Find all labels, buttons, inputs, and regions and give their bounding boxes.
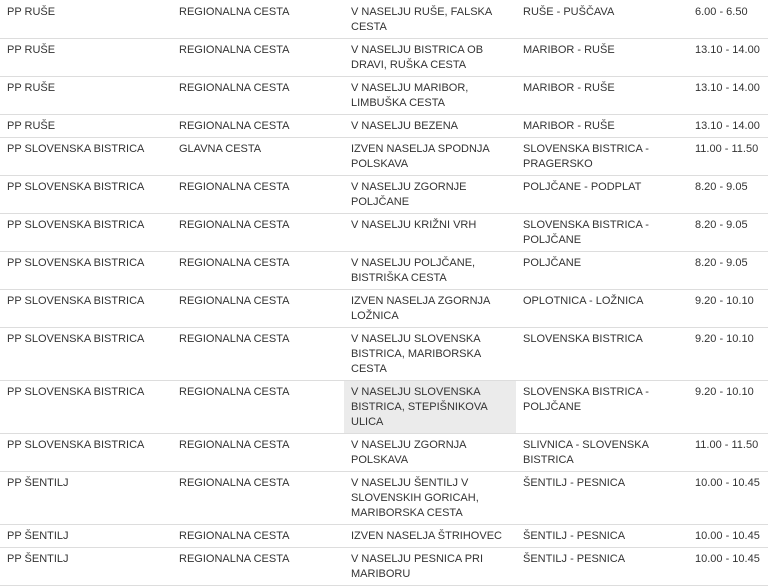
cell-road: REGIONALNA CESTA xyxy=(172,525,344,548)
cell-location: V NASELJU KRIŽNI VRH xyxy=(344,214,516,252)
table-row xyxy=(0,252,768,290)
cell-road: REGIONALNA CESTA xyxy=(172,290,344,328)
cell-location: V NASELJU SLOVENSKA BISTRICA, STEPIŠNIKOVA ULICA xyxy=(344,381,516,434)
cell-section: SLOVENSKA BISTRICA - PRAGERSKO xyxy=(516,138,688,176)
cell-location: IZVEN NASELJA ZGORNJA LOŽNICA xyxy=(344,290,516,328)
cell-road: REGIONALNA CESTA xyxy=(172,176,344,214)
cell-time: 9.20 - 10.10 xyxy=(688,381,768,434)
table-row xyxy=(0,214,768,252)
cell-time: 11.00 - 11.50 xyxy=(688,434,768,472)
cell-station: PP SLOVENSKA BISTRICA xyxy=(0,214,172,252)
cell-station: PP ŠENTILJ xyxy=(0,472,172,525)
cell-time: 13.10 - 14.00 xyxy=(688,77,768,115)
cell-time: 8.20 - 9.05 xyxy=(688,252,768,290)
table-row xyxy=(0,548,768,586)
cell-location: V NASELJU BEZENA xyxy=(344,115,516,138)
cell-station: PP SLOVENSKA BISTRICA xyxy=(0,290,172,328)
cell-station: PP SLOVENSKA BISTRICA xyxy=(0,328,172,381)
table-row xyxy=(0,525,768,548)
cell-road: REGIONALNA CESTA xyxy=(172,548,344,586)
cell-time: 10.00 - 10.45 xyxy=(688,472,768,525)
cell-station: PP ŠENTILJ xyxy=(0,525,172,548)
table-row xyxy=(0,138,768,176)
table-row xyxy=(0,434,768,472)
cell-location: IZVEN NASELJA ŠTRIHOVEC xyxy=(344,525,516,548)
cell-section: MARIBOR - RUŠE xyxy=(516,115,688,138)
table-row xyxy=(0,381,768,434)
cell-location: V NASELJU ZGORNJA POLSKAVA xyxy=(344,434,516,472)
cell-section: ŠENTILJ - PESNICA xyxy=(516,525,688,548)
cell-section: ŠENTILJ - PESNICA xyxy=(516,472,688,525)
cell-location: V NASELJU POLJČANE, BISTRIŠKA CESTA xyxy=(344,252,516,290)
cell-road: REGIONALNA CESTA xyxy=(172,328,344,381)
table-row xyxy=(0,0,768,39)
table-row xyxy=(0,290,768,328)
cell-time: 8.20 - 9.05 xyxy=(688,176,768,214)
table-row xyxy=(0,328,768,381)
cell-section: SLIVNICA - SLOVENSKA BISTRICA xyxy=(516,434,688,472)
cell-location: V NASELJU PESNICA PRI MARIBORU xyxy=(344,548,516,586)
table-row xyxy=(0,115,768,138)
cell-road: REGIONALNA CESTA xyxy=(172,252,344,290)
cell-station: PP SLOVENSKA BISTRICA xyxy=(0,138,172,176)
cell-road: GLAVNA CESTA xyxy=(172,138,344,176)
cell-road: REGIONALNA CESTA xyxy=(172,77,344,115)
cell-road: REGIONALNA CESTA xyxy=(172,0,344,39)
cell-time: 8.20 - 9.05 xyxy=(688,214,768,252)
cell-section: POLJČANE - PODPLAT xyxy=(516,176,688,214)
cell-time: 11.00 - 11.50 xyxy=(688,138,768,176)
cell-station: PP RUŠE xyxy=(0,0,172,39)
cell-section: SLOVENSKA BISTRICA - POLJČANE xyxy=(516,381,688,434)
cell-time: 10.00 - 10.45 xyxy=(688,548,768,586)
cell-road: REGIONALNA CESTA xyxy=(172,434,344,472)
cell-location: IZVEN NASELJA SPODNJA POLSKAVA xyxy=(344,138,516,176)
table-row xyxy=(0,472,768,525)
cell-station: PP SLOVENSKA BISTRICA xyxy=(0,176,172,214)
cell-road: REGIONALNA CESTA xyxy=(172,472,344,525)
cell-section: MARIBOR - RUŠE xyxy=(516,77,688,115)
cell-station: PP SLOVENSKA BISTRICA xyxy=(0,434,172,472)
cell-station: PP ŠENTILJ xyxy=(0,548,172,586)
cell-time: 13.10 - 14.00 xyxy=(688,39,768,77)
table-row xyxy=(0,39,768,77)
cell-station: PP RUŠE xyxy=(0,77,172,115)
cell-station: PP RUŠE xyxy=(0,115,172,138)
cell-section: OPLOTNICA - LOŽNICA xyxy=(516,290,688,328)
cell-time: 9.20 - 10.10 xyxy=(688,328,768,381)
cell-time: 6.00 - 6.50 xyxy=(688,0,768,39)
cell-station: PP SLOVENSKA BISTRICA xyxy=(0,252,172,290)
cell-location: V NASELJU ZGORNJE POLJČANE xyxy=(344,176,516,214)
cell-time: 9.20 - 10.10 xyxy=(688,290,768,328)
cell-road: REGIONALNA CESTA xyxy=(172,214,344,252)
cell-section: SLOVENSKA BISTRICA - POLJČANE xyxy=(516,214,688,252)
cell-road: REGIONALNA CESTA xyxy=(172,381,344,434)
cell-location: V NASELJU SLOVENSKA BISTRICA, MARIBORSKA CESTA xyxy=(344,328,516,381)
cell-location: V NASELJU BISTRICA OB DRAVI, RUŠKA CESTA xyxy=(344,39,516,77)
cell-road: REGIONALNA CESTA xyxy=(172,115,344,138)
cell-location: V NASELJU MARIBOR, LIMBUŠKA CESTA xyxy=(344,77,516,115)
cell-section: SLOVENSKA BISTRICA xyxy=(516,328,688,381)
cell-location: V NASELJU RUŠE, FALSKA CESTA xyxy=(344,0,516,39)
cell-road: REGIONALNA CESTA xyxy=(172,39,344,77)
cell-time: 10.00 - 10.45 xyxy=(688,525,768,548)
cell-section: RUŠE - PUŠČAVA xyxy=(516,0,688,39)
table-row xyxy=(0,77,768,115)
cell-station: PP RUŠE xyxy=(0,39,172,77)
cell-location: V NASELJU ŠENTILJ V SLOVENSKIH GORICAH, MARIBORSKA CESTA xyxy=(344,472,516,525)
table-row xyxy=(0,176,768,214)
cell-section: MARIBOR - RUŠE xyxy=(516,39,688,77)
cell-section: POLJČANE xyxy=(516,252,688,290)
cell-station: PP SLOVENSKA BISTRICA xyxy=(0,381,172,434)
cell-section: ŠENTILJ - PESNICA xyxy=(516,548,688,586)
cell-time: 13.10 - 14.00 xyxy=(688,115,768,138)
